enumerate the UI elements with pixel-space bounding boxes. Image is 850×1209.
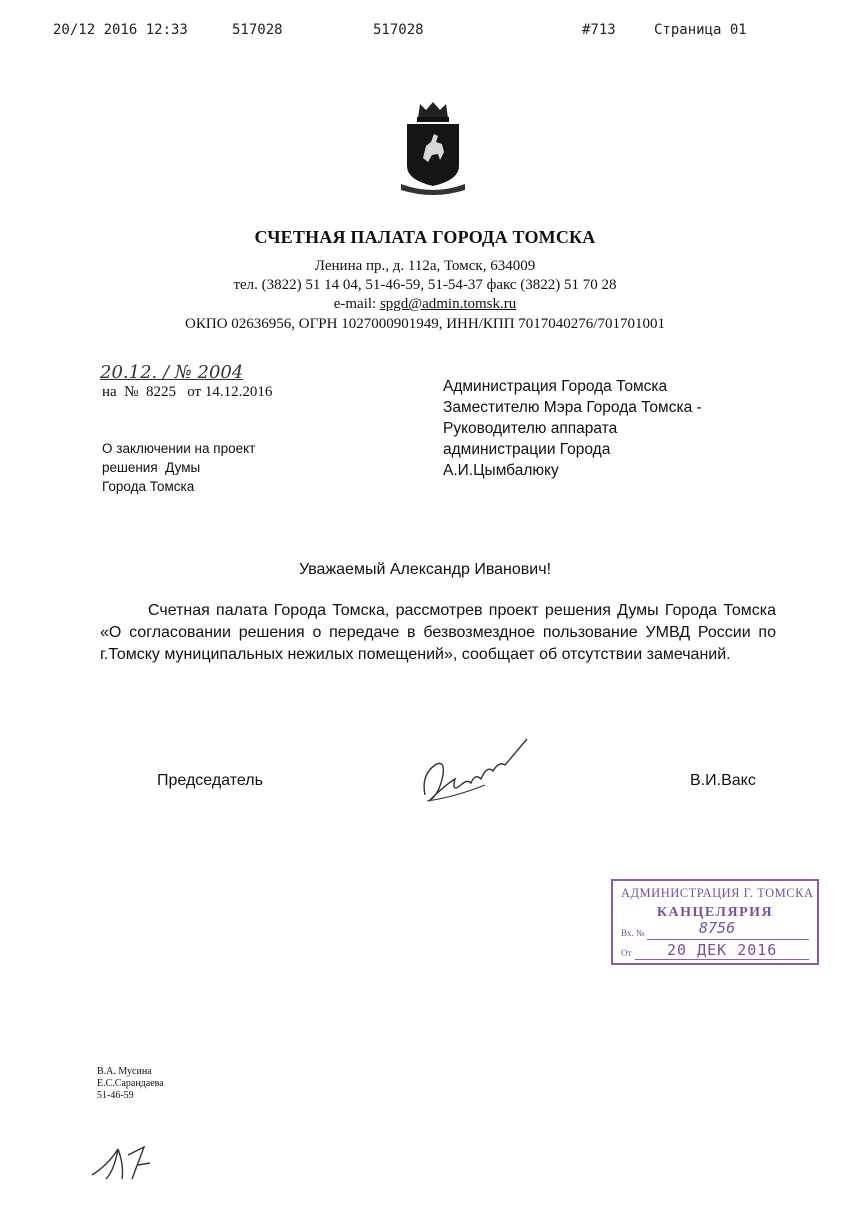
fax-page: Страница 01 — [654, 22, 747, 38]
subject-block — [102, 439, 255, 496]
reply-reference: на № 8225 от 14.12.2016 — [102, 384, 273, 400]
subject-line: О заключении на проект — [102, 441, 256, 456]
incoming-stamp — [611, 879, 819, 965]
addressee-block — [443, 376, 702, 481]
stamp-in-line — [647, 939, 809, 940]
handwritten-reg-number: 20.12. / № 2004 — [100, 362, 244, 383]
signer-position: Председатель — [157, 772, 263, 789]
org-phones: тел. (3822) 51 14 04, 51-46-59, 51-54-37 факс (3822) 51 70 28 — [233, 277, 617, 293]
addressee-line: администрации Города — [443, 441, 611, 458]
executors-block — [97, 1066, 164, 1102]
fax-job: #713 — [582, 22, 616, 38]
stamp-line-1: АДМИНИСТРАЦИЯ Г. ТОМСКА — [621, 886, 814, 900]
executor-line: В.А. Мусина — [97, 1066, 152, 1077]
executor-line: Е.С.Сарандаева — [97, 1078, 164, 1089]
addressee-line: Администрация Города Томска — [443, 378, 668, 395]
stamp-date-value: 20 ДЕК 2016 — [667, 941, 778, 959]
org-codes: ОКПО 02636956, ОГРН 1027000901949, ИНН/КПП 7017040276/701701001 — [185, 316, 665, 332]
subject-line: Города Томска — [102, 479, 195, 494]
handwritten-signature — [415, 735, 535, 815]
stamp-date-label: От — [621, 948, 632, 958]
fax-number-2: 517028 — [373, 22, 424, 38]
stamp-in-label: Вх. № — [621, 928, 645, 938]
stamp-date-line — [635, 959, 809, 960]
greeting: Уважаемый Александр Иванович! — [298, 561, 552, 578]
addressee-line: Заместителю Мэра Города Томска - — [443, 399, 702, 416]
tomsk-coat-of-arms-icon — [398, 100, 468, 201]
addressee-line: А.И.Цымбалюку — [443, 462, 559, 479]
email-link[interactable]: spgd@admin.tomsk.ru — [379, 296, 517, 312]
email-label: e-mail: — [333, 296, 380, 312]
signer-name: В.И.Вакс — [690, 772, 756, 789]
body-paragraph: Счетная палата Города Томска, рассмотрев проект решения Думы Города Томска «О согласовании решения о передаче в безвозмездное пользование УМВД России по г.Томску муниципальных нежилых помещений», сообщает об отсутствии замечаний. — [100, 602, 776, 663]
stamp-in-value: 8756 — [699, 919, 736, 937]
stamp-line-2: КАНЦЕЛЯРИЯ — [656, 905, 774, 920]
fax-datetime: 20/12 2016 12:33 — [53, 22, 188, 38]
letter-body — [100, 600, 776, 666]
addressee-line: Руководителю аппарата — [443, 420, 618, 437]
org-name: СЧЕТНАЯ ПАЛАТА ГОРОДА ТОМСКА — [254, 227, 596, 247]
org-address: Ленина пр., д. 112а, Томск, 634009 — [314, 258, 536, 274]
subject-line: решения Думы — [102, 460, 201, 475]
executor-line: 51-46-59 — [97, 1090, 134, 1101]
fax-number-1: 517028 — [232, 22, 283, 38]
handwritten-initials — [88, 1135, 188, 1190]
org-email — [0, 296, 850, 313]
